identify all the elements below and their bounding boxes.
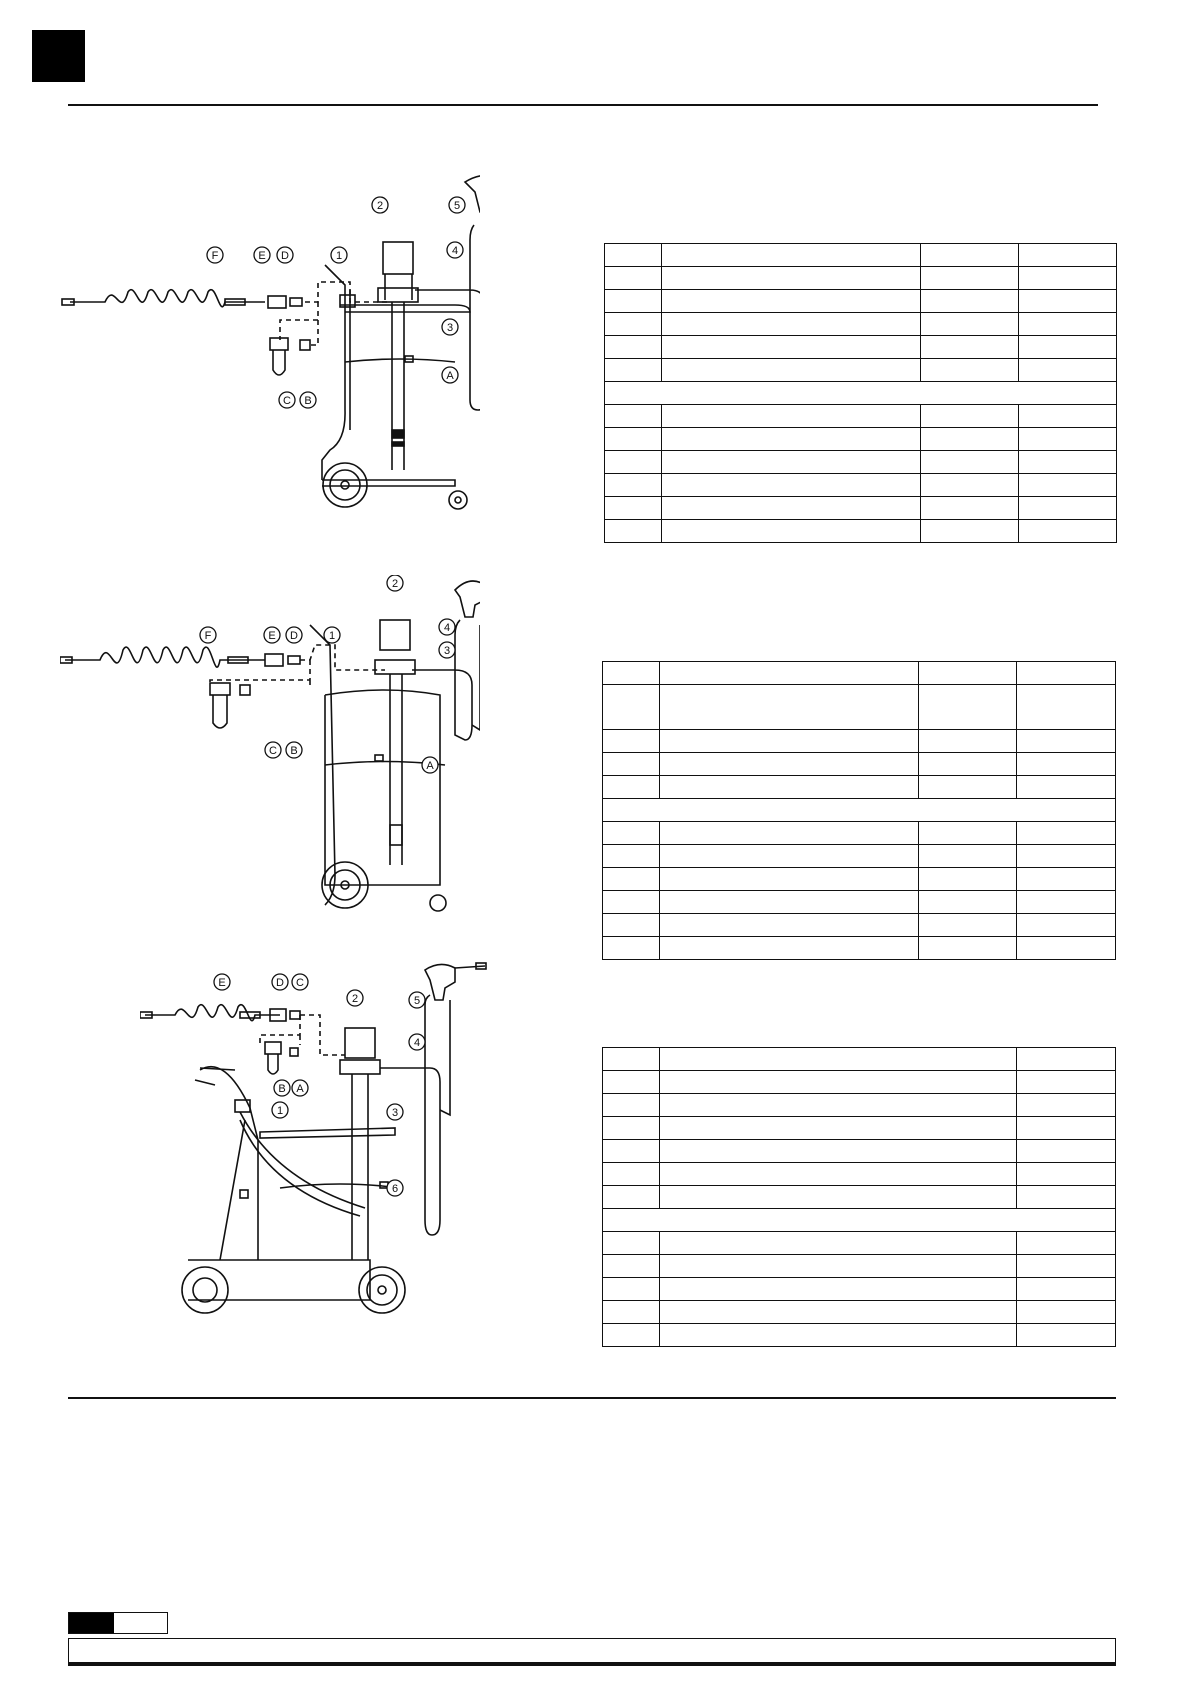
callout: 4 <box>413 1037 421 1049</box>
table-row <box>603 891 1116 914</box>
callout: F <box>211 250 219 262</box>
dispensing-gun <box>455 581 480 617</box>
table-row <box>603 1117 1116 1140</box>
table-row <box>603 1255 1116 1278</box>
callout: 4 <box>451 245 459 257</box>
callout: A <box>426 760 434 772</box>
table-row <box>603 1232 1116 1255</box>
table-row <box>603 776 1116 799</box>
dispensing-gun <box>465 175 480 212</box>
coupler <box>268 296 286 308</box>
table-row <box>603 868 1116 891</box>
table-row <box>605 336 1117 359</box>
callout: E <box>258 250 266 262</box>
callout: 6 <box>391 1183 399 1195</box>
callout: B <box>304 395 312 407</box>
table-row <box>605 474 1117 497</box>
callout: F <box>204 630 212 642</box>
callout: 2 <box>351 993 359 1005</box>
callout: 1 <box>276 1105 284 1117</box>
callout: C <box>269 745 277 757</box>
table-row <box>605 313 1117 336</box>
callout: 1 <box>328 630 336 642</box>
callout: 3 <box>446 322 454 334</box>
table-row <box>605 290 1117 313</box>
page-number-fill <box>69 1613 114 1633</box>
table-row <box>605 497 1117 520</box>
filter-regulator <box>270 338 288 350</box>
trolley-frame <box>322 265 345 480</box>
callout: D <box>290 630 298 642</box>
filter-regulator <box>265 1042 281 1054</box>
callout: D <box>276 977 284 989</box>
table-row <box>605 520 1117 543</box>
table-row <box>603 845 1116 868</box>
table-row <box>603 685 1116 730</box>
figure-1 <box>60 170 480 535</box>
table-row <box>603 1048 1116 1071</box>
filter-regulator <box>210 683 230 695</box>
drum <box>325 690 440 885</box>
callout: 3 <box>443 645 451 657</box>
table-row <box>603 1071 1116 1094</box>
callout: E <box>268 630 276 642</box>
pump-motor <box>383 242 413 274</box>
table-3 <box>602 1047 1116 1347</box>
callout: 5 <box>413 995 421 1007</box>
table-row <box>603 937 1116 960</box>
pump-motor <box>345 1028 375 1058</box>
table-row <box>605 359 1117 382</box>
table-section-row <box>603 799 1116 822</box>
table-section-row <box>603 1209 1116 1232</box>
table-row <box>603 1140 1116 1163</box>
callout: C <box>283 395 291 407</box>
table-row <box>603 662 1116 685</box>
section-rule <box>68 1397 1116 1399</box>
callout: B <box>290 745 298 757</box>
table-1 <box>604 243 1117 543</box>
section-marker-block <box>32 30 85 82</box>
table-row <box>603 914 1116 937</box>
callout: 2 <box>376 200 384 212</box>
delivery-hose <box>412 620 472 740</box>
table-row <box>603 822 1116 845</box>
table-row <box>603 1163 1116 1186</box>
callout: 3 <box>391 1107 399 1119</box>
callout: 1 <box>335 250 343 262</box>
callout: E <box>218 977 226 989</box>
callout: 5 <box>453 200 461 212</box>
callout: A <box>446 370 454 382</box>
table-row <box>605 267 1117 290</box>
callout: D <box>281 250 289 262</box>
callout: C <box>296 977 304 989</box>
table-row <box>605 405 1117 428</box>
header-rule <box>68 104 1098 106</box>
callout: 4 <box>443 622 451 634</box>
figure-3 <box>140 960 510 1320</box>
callout: 2 <box>391 578 399 590</box>
table-row <box>603 730 1116 753</box>
callout: B <box>278 1083 286 1095</box>
table-row <box>605 428 1117 451</box>
figure-2 <box>60 575 480 935</box>
wheel <box>359 1267 405 1313</box>
table-row <box>603 1094 1116 1117</box>
table-row <box>605 244 1117 267</box>
callout: A <box>296 1083 304 1095</box>
table-row <box>603 1301 1116 1324</box>
table-row <box>603 1324 1116 1347</box>
table-row <box>605 451 1117 474</box>
pump-motor <box>380 620 410 650</box>
trolley-frame <box>200 1067 258 1260</box>
table-2 <box>602 661 1116 960</box>
table-section-row <box>605 382 1117 405</box>
table-row <box>603 1278 1116 1301</box>
footer-bar <box>68 1638 1116 1666</box>
page-number-box <box>68 1612 168 1634</box>
table-row <box>603 1186 1116 1209</box>
table-row <box>603 753 1116 776</box>
coupler <box>265 654 283 666</box>
